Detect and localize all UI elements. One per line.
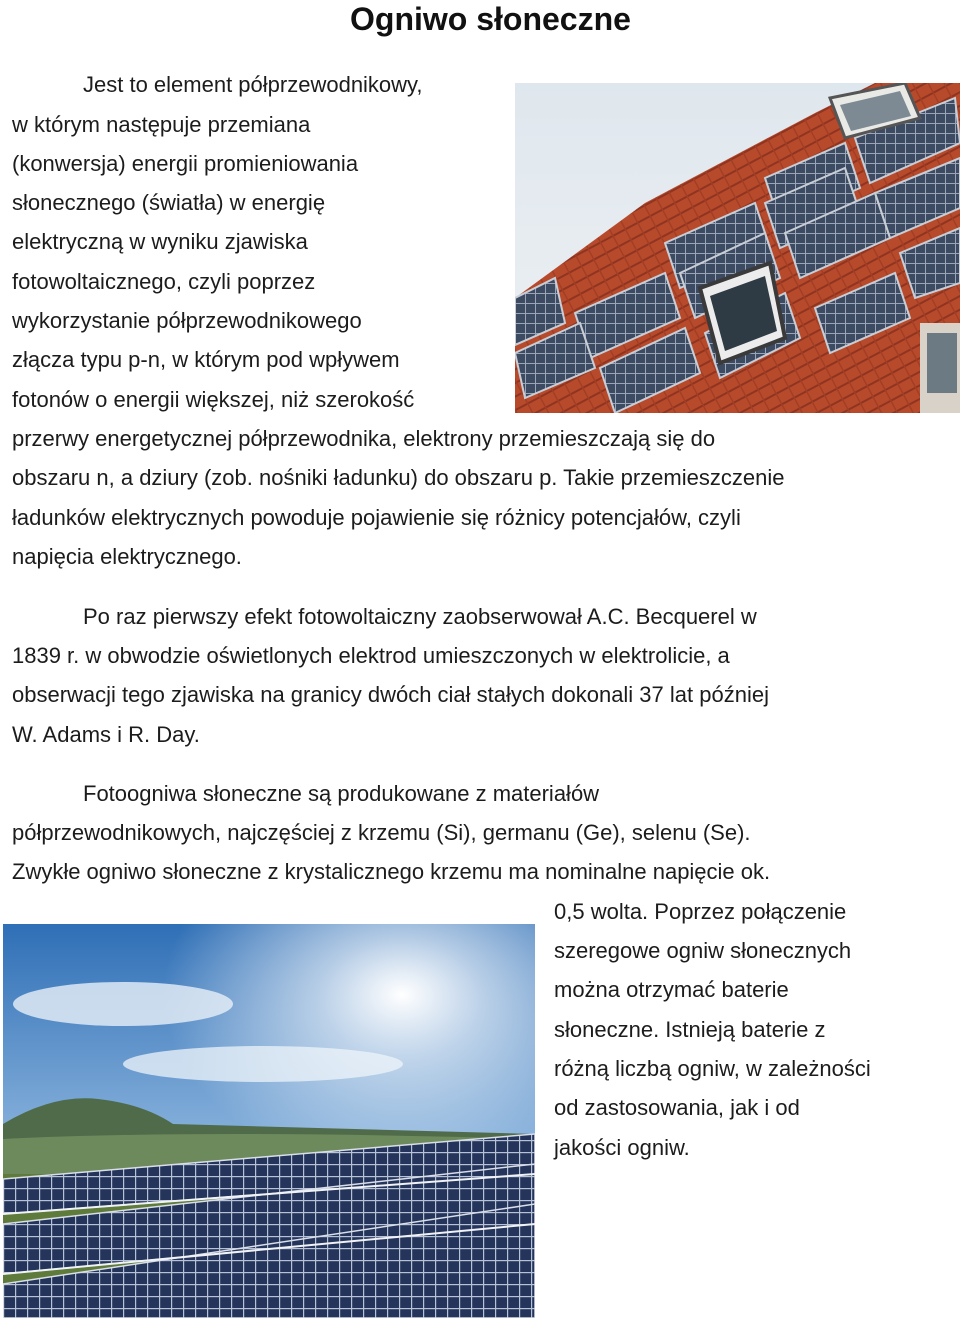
text-line: W. Adams i R. Day. — [12, 722, 200, 747]
text-line: obszaru n, a dziury (zob. nośniki ładunku) do obszaru p. Takie przemieszczenie — [12, 465, 785, 490]
text-line: od zastosowania, jak i od — [554, 1095, 800, 1120]
text-line: słonecznego (światła) w energię — [12, 190, 326, 215]
text-line: napięcia elektrycznego. — [12, 544, 242, 569]
text-line: szeregowe ogniw słonecznych — [554, 938, 852, 963]
text-line: słoneczne. Istnieją baterie z — [554, 1017, 826, 1042]
text-line: ładunków elektrycznych powoduje pojawienie się różnicy potencjałów, czyli — [12, 505, 741, 530]
text-line: złącza typu p-n, w którym pod wpływem — [12, 347, 400, 372]
text-line: w którym następuje przemiana — [12, 112, 311, 137]
text-line: elektryczną w wyniku zjawiska — [12, 229, 308, 254]
text-line: 0,5 wolta. Poprzez połączenie — [554, 899, 847, 924]
text-line: można otrzymać baterie — [554, 977, 789, 1002]
text-line: fotowoltaicznego, czyli poprzez — [12, 269, 316, 294]
text-line: wykorzystanie półprzewodnikowego — [12, 308, 362, 333]
text-line: (konwersja) energii promieniowania — [12, 151, 359, 176]
text-line: Fotoogniwa słoneczne są produkowane z materiałów — [83, 781, 600, 806]
text-line: przerwy energetycznej półprzewodnika, elektrony przemieszczają się do — [12, 426, 716, 451]
text-line: Po raz pierwszy efekt fotowoltaiczny zaobserwował A.C. Becquerel w — [83, 604, 757, 629]
text-line: obserwacji tego zjawiska na granicy dwóch ciał stałych dokonali 37 lat później — [12, 682, 769, 707]
text-line: fotonów o energii większej, niż szerokość — [12, 387, 415, 412]
text-line: różną liczbą ogniw, w zależności — [554, 1056, 871, 1081]
solar-field-photo — [3, 924, 535, 1318]
text-line: Zwykłe ogniwo słoneczne z krystalicznego krzemu ma nominalne napięcie ok. — [12, 859, 771, 884]
roof-solar-panels-photo — [515, 83, 960, 413]
page-title: Ogniwo słoneczne — [350, 1, 631, 37]
text-line: półprzewodnikowych, najczęściej z krzemu (Si), germanu (Ge), selenu (Se). — [12, 820, 751, 845]
text-line: 1839 r. w obwodzie oświetlonych elektrod umieszczonych w elektrolicie, a — [12, 643, 730, 668]
text-line: Jest to element półprzewodnikowy, — [83, 72, 423, 97]
text-line: jakości ogniw. — [554, 1135, 690, 1160]
